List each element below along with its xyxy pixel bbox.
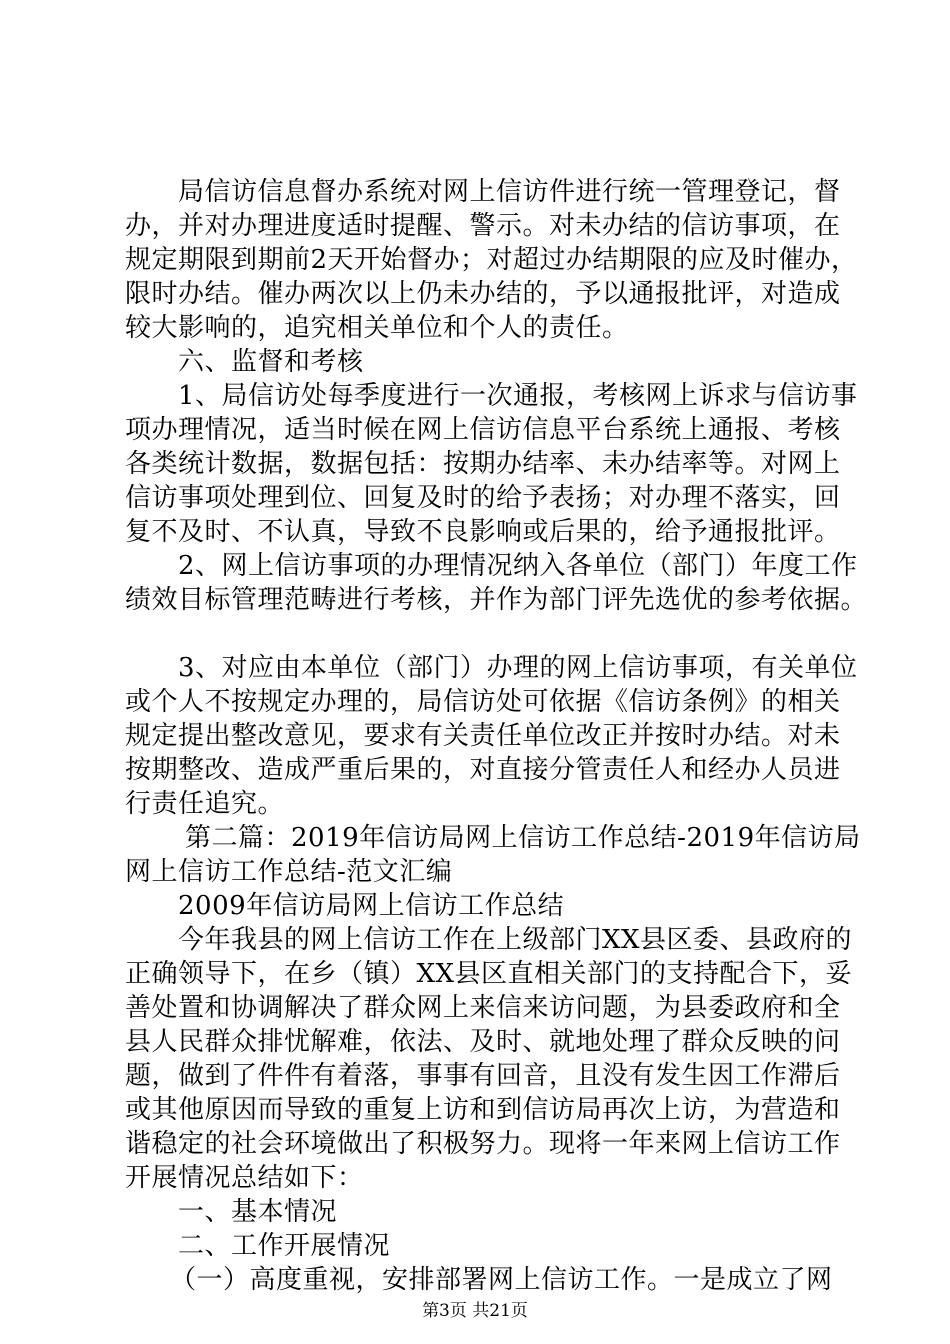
text-line: 办，并对办理进度适时提醒、警示。对未办结的信访事项，在 — [125, 211, 841, 241]
text-line: （一）高度重视，安排部署网上信访工作。一是成立了网 — [170, 1265, 833, 1295]
text-line: 复不及时、不认真，导致不良影响或后果的，给予通报批评。 — [125, 517, 841, 547]
text-line: 绩效目标管理范畴进行考核，并作为部门评先选优的参考依据。 — [125, 585, 868, 615]
text-line: 题，做到了件件有着落，事事有回音，且没有发生因工作滞后 — [125, 1061, 841, 1091]
text-line: 按期整改、造成严重后果的，对直接分管责任人和经办人员进 — [125, 755, 841, 785]
text-line: 行责任追究。 — [125, 789, 285, 819]
text-line: 2、网上信访事项的办理情况纳入各单位（部门）年度工作 — [178, 551, 858, 581]
text-line: 善处置和协调解决了群众网上来信来访问题，为县委政府和全 — [125, 993, 841, 1023]
document-title: 2009年信访局网上信访工作总结 — [178, 891, 565, 921]
text-line: 各类统计数据，数据包括：按期办结率、未办结率等。对网上 — [125, 449, 841, 479]
chapter-title: 网上信访工作总结-范文汇编 — [125, 857, 453, 887]
text-line: 局信访信息督办系统对网上信访件进行统一管理登记，督 — [178, 177, 841, 207]
text-line: 谐稳定的社会环境做出了积极努力。现将一年来网上信访工作 — [125, 1129, 841, 1159]
text-line: 开展情况总结如下： — [125, 1163, 364, 1193]
text-line: 今年我县的网上信访工作在上级部门XX县区委、县政府的 — [178, 925, 853, 955]
text-line: 信访事项处理到位、回复及时的给予表扬；对办理不落实，回 — [125, 483, 841, 513]
section-heading: 一、基本情况 — [178, 1197, 338, 1227]
text-line: 3、对应由本单位（部门）办理的网上信访事项，有关单位 — [178, 653, 858, 683]
text-line: 规定期限到期前2天开始督办；对超过办结期限的应及时催办， — [125, 245, 858, 275]
text-line: 1、局信访处每季度进行一次通报，考核网上诉求与信访事 — [178, 381, 858, 411]
page-number-footer: 第3页 共21页 — [422, 1301, 528, 1321]
section-heading: 六、监督和考核 — [178, 347, 364, 377]
text-line: 较大影响的，追究相关单位和个人的责任。 — [125, 313, 629, 343]
text-line: 项办理情况，适当时候在网上信访信息平台系统上通报、考核 — [125, 415, 841, 445]
text-line: 正确领导下，在乡（镇）XX县区直相关部门的支持配合下，妥 — [125, 959, 853, 989]
text-line: 或个人不按规定办理的，局信访处可依据《信访条例》的相关 — [125, 687, 841, 717]
section-heading: 二、工作开展情况 — [178, 1231, 391, 1261]
chapter-title: 第二篇：2019年信访局网上信访工作总结-2019年信访局 — [185, 823, 861, 853]
text-line: 规定提出整改意见，要求有关责任单位改正并按时办结。对未 — [125, 721, 841, 751]
text-line: 限时办结。催办两次以上仍未办结的，予以通报批评，对造成 — [125, 279, 841, 309]
text-line: 或其他原因而导致的重复上访和到信访局再次上访，为营造和 — [125, 1095, 841, 1125]
text-line: 县人民群众排忧解难，依法、及时、就地处理了群众反映的问 — [125, 1027, 841, 1057]
